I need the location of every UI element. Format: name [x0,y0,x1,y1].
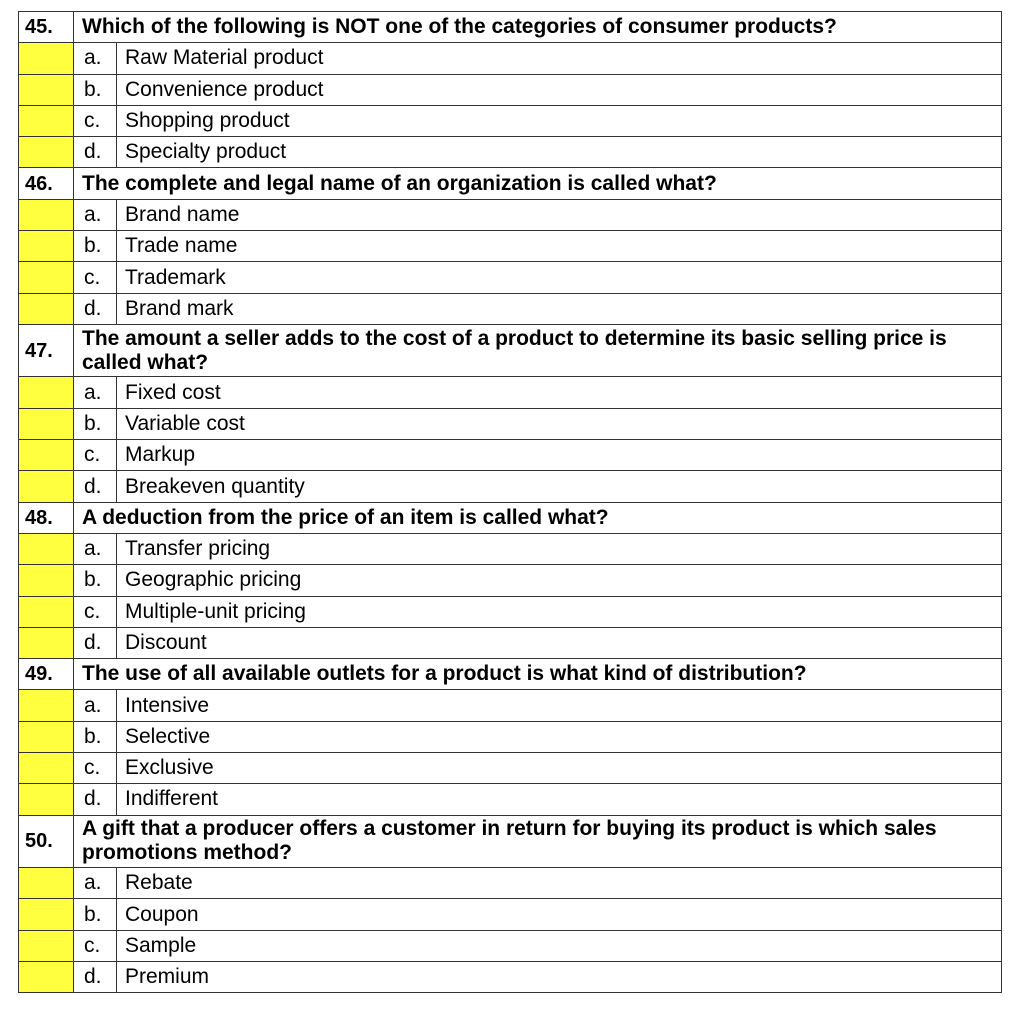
option-row [19,690,1002,721]
option-row [19,627,1002,658]
option-letter: d. [74,137,117,168]
answer-cell[interactable] [19,899,74,930]
option-text: Brand mark [117,293,1002,324]
option-text: Trademark [117,262,1002,293]
option-row [19,377,1002,408]
option-row [19,293,1002,324]
option-text: Markup [117,440,1002,471]
option-text: Discount [117,627,1002,658]
answer-cell[interactable] [19,137,74,168]
option-text: Specialty product [117,137,1002,168]
option-row [19,262,1002,293]
option-text: Premium [117,962,1002,993]
option-letter: d. [74,627,117,658]
option-letter: b. [74,565,117,596]
option-row [19,408,1002,439]
answer-cell[interactable] [19,440,74,471]
option-text: Brand name [117,199,1002,230]
question-text: The complete and legal name of an organization is called what? [74,168,1002,199]
option-letter: c. [74,105,117,136]
option-letter: c. [74,753,117,784]
question-row [19,12,1002,43]
option-letter: c. [74,596,117,627]
option-row [19,596,1002,627]
option-row [19,868,1002,899]
question-text: A gift that a producer offers a customer in return for buying its product is which sales promotions method? [74,815,1002,868]
option-text: Transfer pricing [117,533,1002,564]
answer-cell[interactable] [19,690,74,721]
option-letter: d. [74,962,117,993]
answer-cell[interactable] [19,408,74,439]
option-letter: a. [74,533,117,564]
answer-cell[interactable] [19,721,74,752]
option-letter: b. [74,408,117,439]
answer-cell[interactable] [19,262,74,293]
option-letter: d. [74,471,117,502]
question-number: 46. [19,168,74,199]
option-text: Fixed cost [117,377,1002,408]
option-row [19,105,1002,136]
option-letter: d. [74,784,117,815]
option-letter: c. [74,930,117,961]
answer-cell[interactable] [19,105,74,136]
question-text: A deduction from the price of an item is called what? [74,502,1002,533]
option-letter: a. [74,690,117,721]
option-row [19,753,1002,784]
option-letter: a. [74,377,117,408]
answer-cell[interactable] [19,596,74,627]
option-text: Intensive [117,690,1002,721]
option-text: Rebate [117,868,1002,899]
answer-cell[interactable] [19,293,74,324]
option-text: Sample [117,930,1002,961]
option-letter: a. [74,199,117,230]
option-text: Selective [117,721,1002,752]
option-row [19,43,1002,74]
option-row [19,930,1002,961]
question-row [19,815,1002,868]
question-number: 47. [19,324,74,377]
option-row [19,721,1002,752]
answer-cell[interactable] [19,565,74,596]
option-text: Indifferent [117,784,1002,815]
option-text: Exclusive [117,753,1002,784]
question-number: 45. [19,12,74,43]
question-text: Which of the following is NOT one of the categories of consumer products? [74,12,1002,43]
quiz-body [19,12,1002,993]
option-text: Geographic pricing [117,565,1002,596]
option-row [19,962,1002,993]
option-text: Raw Material product [117,43,1002,74]
option-row [19,199,1002,230]
question-number: 48. [19,502,74,533]
option-row [19,899,1002,930]
quiz-table [18,11,1002,993]
option-letter: d. [74,293,117,324]
question-row [19,324,1002,377]
option-row [19,137,1002,168]
answer-cell[interactable] [19,199,74,230]
answer-cell[interactable] [19,627,74,658]
answer-cell[interactable] [19,377,74,408]
question-text: The use of all available outlets for a product is what kind of distribution? [74,659,1002,690]
option-letter: a. [74,43,117,74]
question-text: The amount a seller adds to the cost of a product to determine its basic selling price is called what? [74,324,1002,377]
option-text: Multiple-unit pricing [117,596,1002,627]
answer-cell[interactable] [19,471,74,502]
option-text: Trade name [117,231,1002,262]
option-row [19,784,1002,815]
question-row [19,502,1002,533]
option-row [19,231,1002,262]
option-letter: b. [74,721,117,752]
answer-cell[interactable] [19,930,74,961]
answer-cell[interactable] [19,533,74,564]
question-number: 49. [19,659,74,690]
option-letter: b. [74,231,117,262]
answer-cell[interactable] [19,784,74,815]
option-row [19,440,1002,471]
answer-cell[interactable] [19,231,74,262]
answer-cell[interactable] [19,43,74,74]
option-row [19,565,1002,596]
question-row [19,659,1002,690]
option-letter: b. [74,74,117,105]
answer-cell[interactable] [19,753,74,784]
question-row [19,168,1002,199]
option-letter: b. [74,899,117,930]
option-row [19,533,1002,564]
option-letter: c. [74,440,117,471]
question-number: 50. [19,815,74,868]
answer-cell[interactable] [19,962,74,993]
option-row [19,471,1002,502]
option-text: Shopping product [117,105,1002,136]
option-text: Breakeven quantity [117,471,1002,502]
answer-cell[interactable] [19,868,74,899]
option-letter: a. [74,868,117,899]
answer-cell[interactable] [19,74,74,105]
option-text: Convenience product [117,74,1002,105]
option-letter: c. [74,262,117,293]
option-row [19,74,1002,105]
option-text: Coupon [117,899,1002,930]
option-text: Variable cost [117,408,1002,439]
